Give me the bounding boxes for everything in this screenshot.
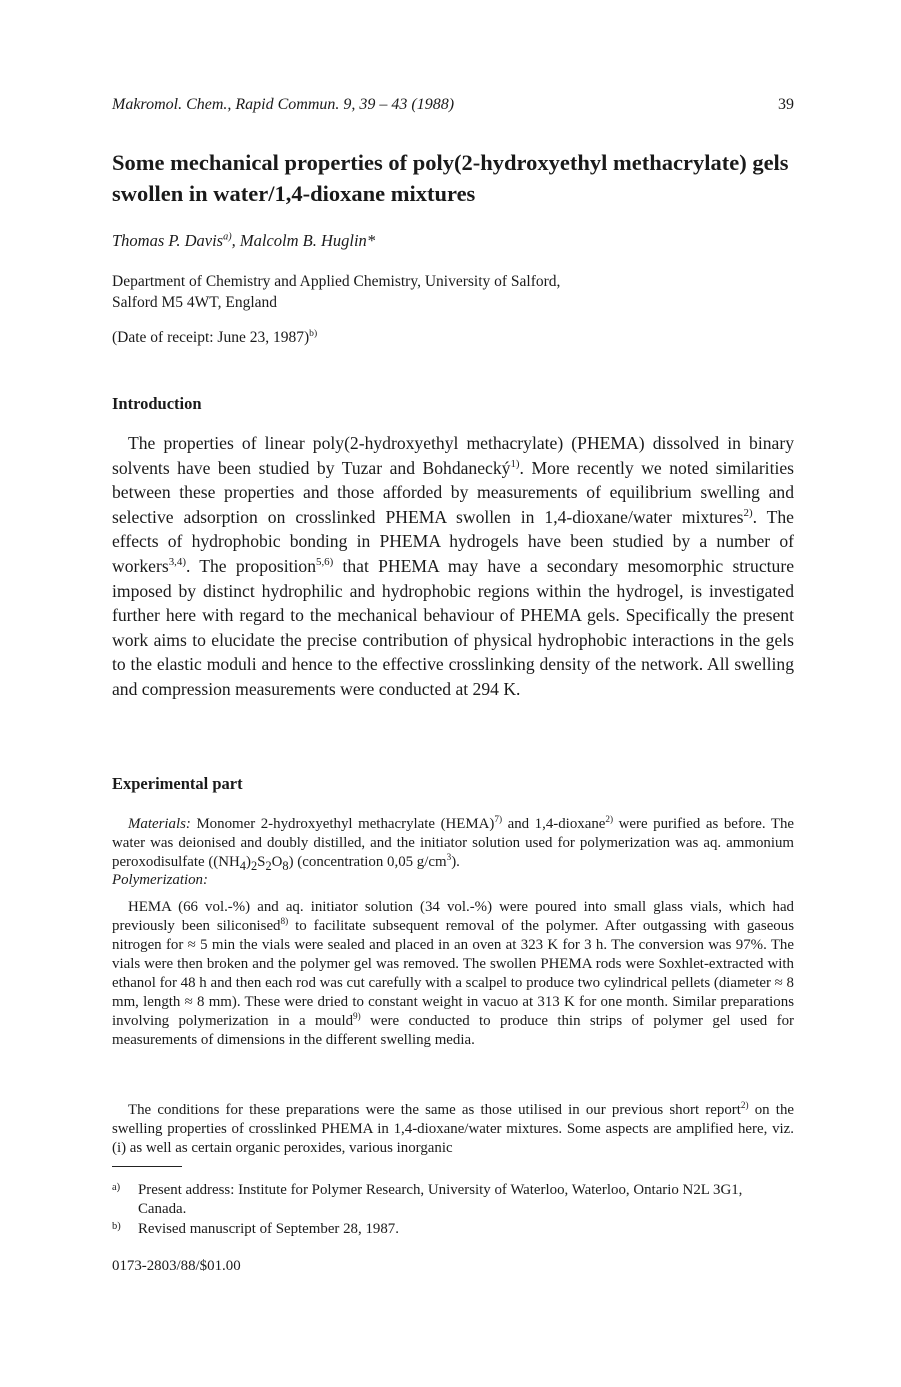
author-list — [112, 231, 375, 251]
citation-ref: 2) — [740, 1100, 749, 1111]
subscript: 8 — [282, 858, 289, 873]
citation-ref: 8) — [280, 916, 289, 927]
affiliation — [112, 271, 560, 313]
paper-title: Some mechanical properties of poly(2-hydroxyethyl methacrylate) gels swollen in water/1,4-dioxane mixtures — [112, 150, 789, 206]
subsection-heading-polymerization: Polymerization: — [112, 872, 208, 888]
section-heading-introduction: Introduction — [112, 394, 202, 413]
text-run: . The proposition — [185, 555, 316, 576]
citation-ref: 3,4) — [168, 556, 186, 569]
conditions-paragraph — [112, 1101, 794, 1158]
footnote-mark: b) — [309, 327, 318, 339]
author-name: Malcolm B. Huglin — [239, 231, 367, 250]
text-run: to facilitate subsequent removal of the polymer. After outgassing with gaseous nitrogen for ≈ 5 min the vials were sealed and placed in an oven at 323 K for 3 h. The conversion was 97%. The vials were then broken and the polymer gel was removed. The swollen PHEMA rods were Soxhlet-extracted with ethanol for 48 h and then each rod was cut carefully with a scalpel to produce two cylindrical pellets (diameter ≈ 8 mm, length ≈ 8 mm). These were dried to constant weight in vacuo at 313 K for one month. Similar preparations involving polymerization in a mould — [112, 918, 794, 1029]
citation-ref: 1) — [510, 457, 520, 470]
text-run: O — [271, 854, 283, 870]
publication-code: 0173-2803/88/$01.00 — [112, 1258, 241, 1274]
corresponding-author-mark: * — [366, 231, 376, 250]
footnote-mark: b) — [112, 1221, 121, 1232]
footnote-divider — [112, 1166, 182, 1167]
text-run: . The effects of hydrophobic bonding in PHEMA hydrogels have been studied by a number of workers — [112, 506, 794, 576]
page-number: 39 — [778, 96, 794, 113]
text-run: . More recently we noted similarities between these properties and those afforded by measurements of equilibrium swelling and selective adsorption on crosslinked PHEMA swollen in 1,4-dioxane/water mixtures — [112, 457, 794, 527]
subscript: 2 — [265, 858, 272, 873]
affiliation-mark: a) — [223, 231, 232, 243]
footnote-mark: a) — [112, 1182, 121, 1193]
text-run: ). — [451, 854, 460, 870]
polymerization-paragraph — [112, 898, 794, 1050]
superscript: 3 — [446, 852, 452, 863]
run-in-heading: Materials: — [128, 816, 191, 832]
text-run: on the swelling properties of crosslinked PHEMA in 1,4-dioxane/water mixtures. Some aspects are amplified here, viz. (i) as well as certain organic peroxides, various inorganic — [112, 1102, 795, 1156]
footnote-b — [112, 1220, 794, 1239]
receipt-text: (Date of receipt: June 23, 1987) — [112, 329, 310, 346]
footnote-a — [112, 1181, 794, 1219]
subscript: 2 — [250, 858, 258, 873]
text-run: S — [257, 854, 266, 870]
affiliation-line: Salford M5 4WT, England — [112, 294, 278, 311]
footnote-text: Revised manuscript of September 28, 1987. — [138, 1221, 399, 1237]
materials-paragraph — [112, 815, 794, 876]
text-run: were purified as before. The water was deionised and doubly distilled, and the initiator solution used for polymerization was aq. ammonium peroxodisulfate ((NH — [112, 816, 795, 870]
citation-ref: 7) — [494, 814, 503, 825]
author-separator: , — [231, 231, 240, 250]
text-run: and 1,4-dioxane — [502, 816, 606, 832]
affiliation-line: Department of Chemistry and Applied Chemistry, University of Salford, — [112, 273, 561, 290]
citation-ref: 2) — [605, 814, 614, 825]
journal-citation: Makromol. Chem., Rapid Commun. 9, 39 – 43 (1988) — [112, 96, 455, 113]
text-run: ) — [245, 854, 251, 870]
section-heading-experimental: Experimental part — [112, 774, 243, 793]
text-run: The conditions for these preparations were the same as those utilised in our previous short report — [128, 1102, 741, 1118]
text-run: The properties of linear poly(2-hydroxyethyl methacrylate) (PHEMA) dissolved in binary solvents have been studied by Tuzar and Bohdanecký — [112, 433, 794, 478]
text-run: Monomer 2-hydroxyethyl methacrylate (HEMA) — [190, 816, 495, 832]
text-run: that PHEMA may have a secondary mesomorphic structure imposed by distinct hydrophilic and hydrophobic regions within the hydrogel, is investigated further here with regard to the mechanical behaviour of PHEMA gels. Specifically the present work aims to elucidate the precise contribution of physical hydrophobic interactions in the gels to the elastic moduli and hence to the effective crosslinking density of the network. All swelling and compression measurements were conducted at 294 K. — [112, 555, 795, 699]
footnote-text: Present address: Institute for Polymer Research, University of Waterloo, Waterloo, Ontario N2L 3G1, Canada. — [138, 1182, 743, 1217]
subscript: 4 — [239, 858, 246, 873]
text-run: HEMA (66 vol.-%) and aq. initiator solution (34 vol.-%) were poured into small glass vials, which had previously been siliconised — [112, 899, 794, 934]
citation-ref: 2) — [743, 506, 753, 519]
text-run: were conducted to produce thin strips of polymer gel used for measurements of dimensions in the different swelling media. — [112, 1013, 794, 1048]
citation-ref: 9) — [353, 1011, 361, 1022]
introduction-paragraph — [112, 431, 794, 702]
receipt-date — [112, 329, 317, 347]
text-run: ) (concentration 0,05 g/cm — [288, 854, 447, 870]
citation-ref: 5,6) — [316, 556, 334, 569]
author-name: Thomas P. Davis — [112, 231, 224, 250]
